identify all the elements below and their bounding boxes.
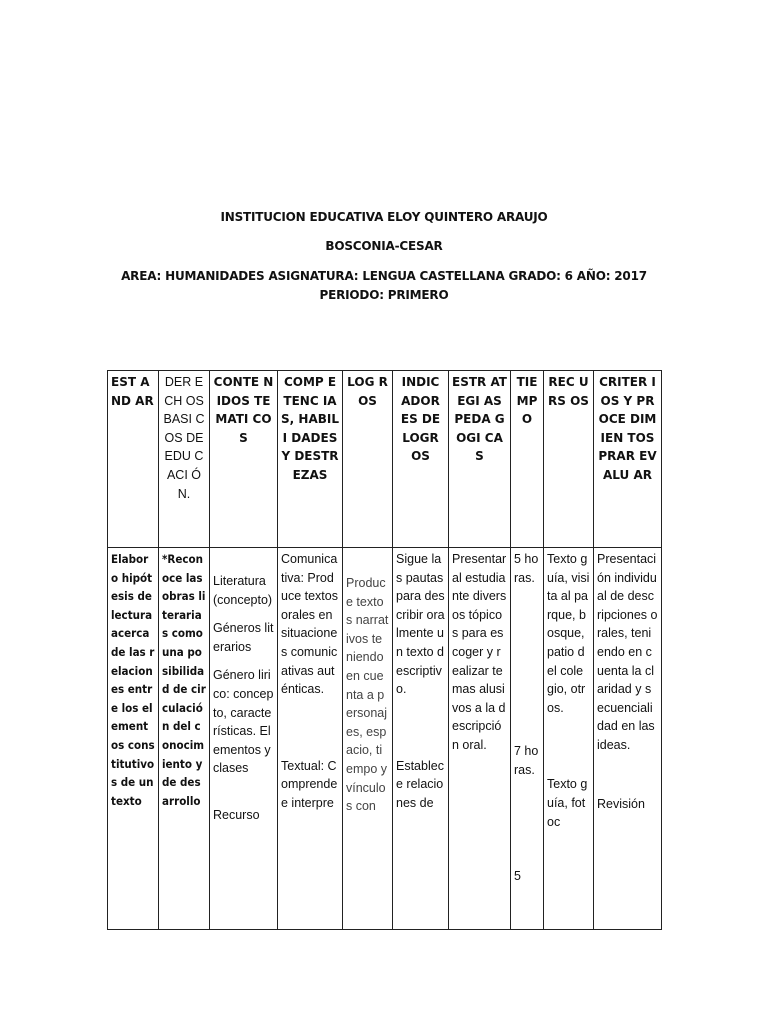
curriculum-table: [107, 370, 662, 930]
table-header-row: [108, 371, 662, 548]
cell-contenidos: [210, 548, 278, 930]
cell-logros: [343, 548, 393, 930]
competencias-text-2: Textual: Comprende e interpre: [281, 758, 338, 810]
col-logros: LOG ROS: [343, 371, 393, 548]
cell-criterios: [594, 548, 662, 930]
cell-tiempo: [511, 548, 544, 930]
cell-estrategias: Presentar al estudiante diversos tópicos para escoger y realizar temas alusivos a la descripción oral.: [449, 548, 511, 930]
competencias-text-1: Comunicativa: Produce textos orales en situaciones comunicativas auténticas.: [281, 552, 338, 697]
contenidos-text-2: Géneros literarios: [213, 621, 274, 654]
contenidos-text-1: Literatura(concepto): [213, 574, 273, 607]
contenidos-text-4: Recurso: [213, 807, 260, 822]
logros-text: Produce textos narrativos teniendo en cuenta a personajes, espacio, tiempo y vínculos con: [346, 576, 389, 814]
col-derechos: DER ECH OS BASI COS DE EDU CACI ÓN.: [159, 371, 210, 548]
col-tiempo: TIE MP O: [511, 371, 544, 548]
table-row: [108, 548, 662, 930]
school-name: INSTITUCION EDUCATIVA ELOY QUINTERO ARAUJO: [220, 210, 548, 224]
col-estrategias: ESTR ATEGI AS PEDA GOGI CAS: [449, 371, 511, 548]
school-location: BOSCONIA-CESAR: [325, 239, 443, 253]
col-criterios: CRITER IOS Y PROCE DIMIEN TOS PRAR EVALU AR: [594, 371, 662, 548]
cell-recursos: [544, 548, 594, 930]
col-estandar: EST AND AR: [108, 371, 159, 548]
cell-competencias: [278, 548, 343, 930]
tiempo-text-1: 5 horas.: [514, 552, 539, 585]
col-contenidos: CONTE NIDOS TEMATI COS: [210, 371, 278, 548]
tiempo-text-3: 5: [514, 869, 521, 884]
recursos-text-1: Texto guía, visita al parque, bosque, patio del colegio, otros.: [547, 552, 590, 715]
col-recursos: REC URS OS: [544, 371, 594, 548]
indicadores-text-2: Establece relaciones de: [396, 758, 444, 810]
indicadores-text-1: Sigue las pautas para describir oralmente un texto descriptivo.: [396, 552, 445, 697]
cell-indicadores: [393, 548, 449, 930]
course-info: AREA: HUMANIDADES ASIGNATURA: LENGUA CASTELLANA GRADO: 6 AÑO: 2017 PERIODO: PRIMERO: [121, 269, 647, 302]
col-competencias: COMP ETENC IAS, HABILI DADES Y DESTR EZAS: [278, 371, 343, 548]
cell-estandar: Elaboro hipótesis de lectura acerca de las relaciones entre los elementos constitutivos de un texto: [108, 548, 159, 930]
contenidos-text-3: Género lirico: concepto, características. Elementos y clases: [213, 668, 274, 776]
cell-derechos: *Reconoce las obras literarias como una posibilidad de circulación del conocimiento y de desarrollo: [159, 548, 210, 930]
criterios-text-1: Presentación individual de descripciones orales, teniendo en cuenta la claridad y secuencialidad en las ideas.: [597, 552, 658, 752]
col-indicadores: INDIC ADOR ES DE LOGR OS: [393, 371, 449, 548]
tiempo-text-2: 7 horas.: [514, 744, 539, 777]
recursos-text-2: Texto guía, fotoc: [547, 777, 588, 829]
criterios-text-2: Revisión: [597, 796, 645, 811]
